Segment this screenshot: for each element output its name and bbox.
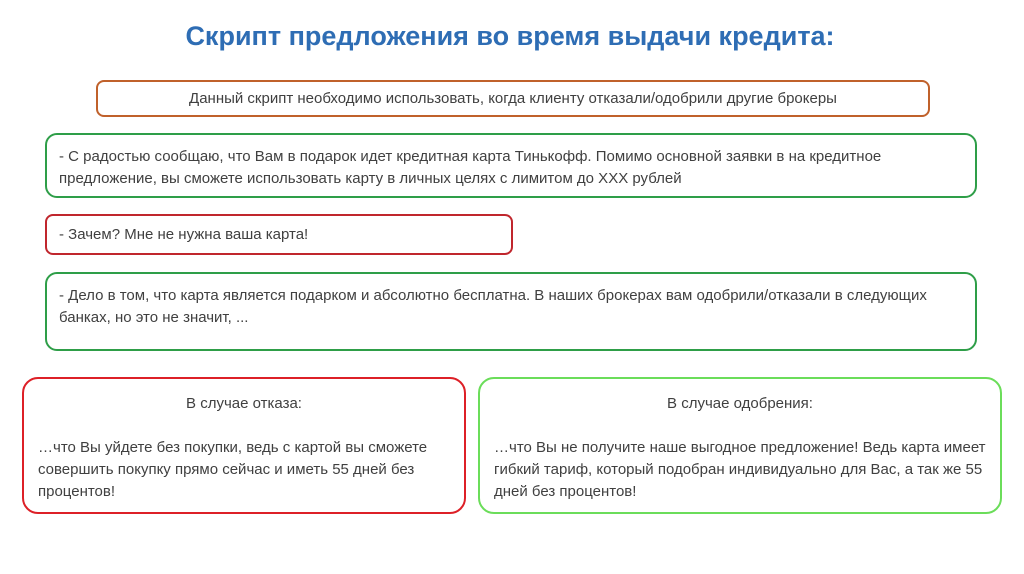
refusal-case-box	[22, 377, 466, 514]
approval-case-box	[478, 377, 1002, 514]
approval-case-text: …что Вы не получите наше выгодное предложение! Ведь карта имеет гибкий тариф, который подобран индивидуально для Вас, а так же 55 дней без процентов!	[494, 439, 986, 500]
intro-note: Данный скрипт необходимо использовать, когда клиенту отказали/одобрили другие брокеры	[96, 80, 930, 117]
offer-script-box: - С радостью сообщаю, что Вам в подарок идет кредитная карта Тинькофф. Помимо основной заявки в на кредитное предложение, вы сможете использовать карту в личных целях с лимитом до XXX рублей	[45, 133, 977, 198]
refusal-case-heading: В случае отказа:	[186, 395, 302, 412]
approval-case-heading: В случае одобрения:	[667, 395, 813, 412]
refusal-case-text: …что Вы уйдете без покупки, ведь с картой вы сможете совершить покупку прямо сейчас и иметь 55 дней без процентов!	[38, 439, 428, 500]
answer-script-box: - Дело в том, что карта является подарком и абсолютно бесплатна. В наших брокерах вам одобрили/отказали в следующих банках, но это не значит, ...	[45, 272, 977, 351]
page-title: Скрипт предложения во время выдачи кредита:	[185, 21, 835, 51]
client-objection-box: - Зачем? Мне не нужна ваша карта!	[45, 214, 513, 255]
